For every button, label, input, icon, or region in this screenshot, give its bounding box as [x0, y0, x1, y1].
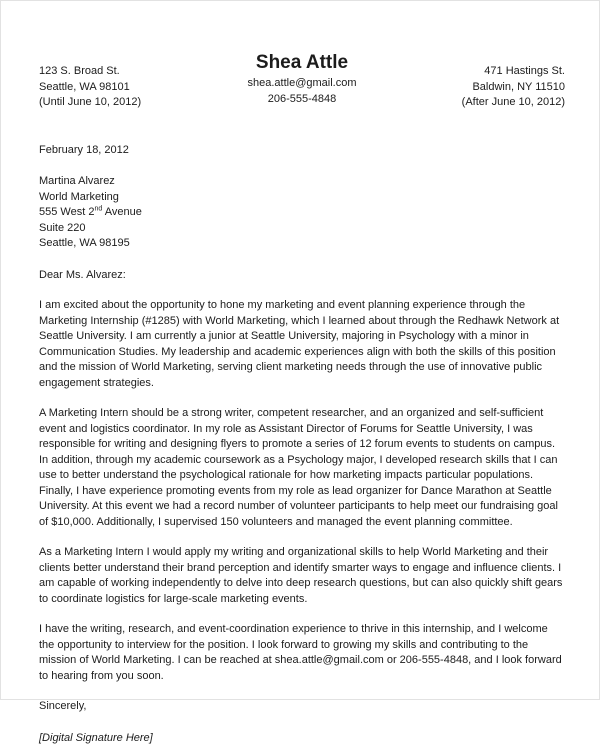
sender-address-until-city: Seattle, WA 98101 [39, 80, 189, 96]
sender-address-until-note: (Until June 10, 2012) [39, 95, 189, 111]
sender-phone: 206-555-4848 [189, 93, 415, 107]
sender-address-after [415, 64, 565, 111]
salutation: Dear Ms. Alvarez: [39, 268, 565, 284]
sender-address-after-note: (After June 10, 2012) [415, 95, 565, 111]
sender-address-until-street: 123 S. Broad St. [39, 64, 189, 80]
letter-content [1, 1, 599, 746]
sender-address-after-city: Baldwin, NY 11510 [415, 80, 565, 96]
recipient-city: Seattle, WA 98195 [39, 236, 565, 252]
body-paragraph-2: A Marketing Intern should be a strong writer, competent researcher, and an organized and self-sufficient event and logistics coordinator. In my role as Assistant Director of Forums for Seattle University, I was responsible for writing and designing flyers to promote a series of 12 forum events to students on campus. In addition, through my academic coursework as a Psychology major, I developed research skills that I can use to better understand the psychological rationale for how marketing impacts particular populations. Finally, I have experience promoting events from my role as lead organizer for Dance Marathon at Seattle University. At this event we had a record number of volunteer participants to help meet our fundraising goal of $10,000. Additionally, I supervised 150 volunteers and managed the event planning committee. [39, 406, 565, 530]
sender-email: shea.attle@gmail.com [189, 77, 415, 91]
digital-signature-placeholder: [Digital Signature Here] [39, 731, 565, 746]
recipient-company: World Marketing [39, 190, 565, 206]
letter-header [39, 51, 565, 111]
closing: Sincerely, [39, 699, 565, 715]
sender-address-after-street: 471 Hastings St. [415, 64, 565, 80]
body-paragraph-1: I am excited about the opportunity to hone my marketing and event planning experience through the Marketing Internship (#1285) with World Marketing, which I learned about through the Redhawk Network at Seattle University. I am currently a junior at Seattle University, majoring in Psychology with a minor in Communication Studies. My leadership and academic experiences align with both the skills of this position and the mission of World Marketing, serving client marketing needs through the use of innovative public engagement strategies. [39, 298, 565, 391]
recipient-address [39, 174, 565, 252]
sender-name: Shea Attle [189, 51, 415, 75]
body-paragraph-3: As a Marketing Intern I would apply my writing and organizational skills to help World Marketing and their clients better understand their brand perception and identify smarter ways to engage and influence clients. I am capable of working independently to delve into deep research questions, but can also quickly shift gears to coordinate logistics for large-scale marketing events. [39, 545, 565, 607]
recipient-street-number: 555 West 2 [39, 206, 94, 218]
recipient-street-name: Avenue [102, 206, 142, 218]
recipient-street [39, 205, 565, 221]
sender-identity [189, 51, 415, 106]
recipient-suite: Suite 220 [39, 221, 565, 237]
letter-date: February 18, 2012 [39, 143, 565, 159]
body-paragraph-4: I have the writing, research, and event-coordination experience to thrive in this internship, and I welcome the opportunity to interview for the position. I look forward to growing my skills and contributing to the mission of World Marketing. I can be reached at shea.attle@gmail.com or 206-555-4848, and I look forward to hearing from you soon. [39, 622, 565, 684]
recipient-name: Martina Alvarez [39, 174, 565, 190]
recipient-street-ordinal-suffix: nd [94, 205, 102, 212]
sender-address-until [39, 64, 189, 111]
